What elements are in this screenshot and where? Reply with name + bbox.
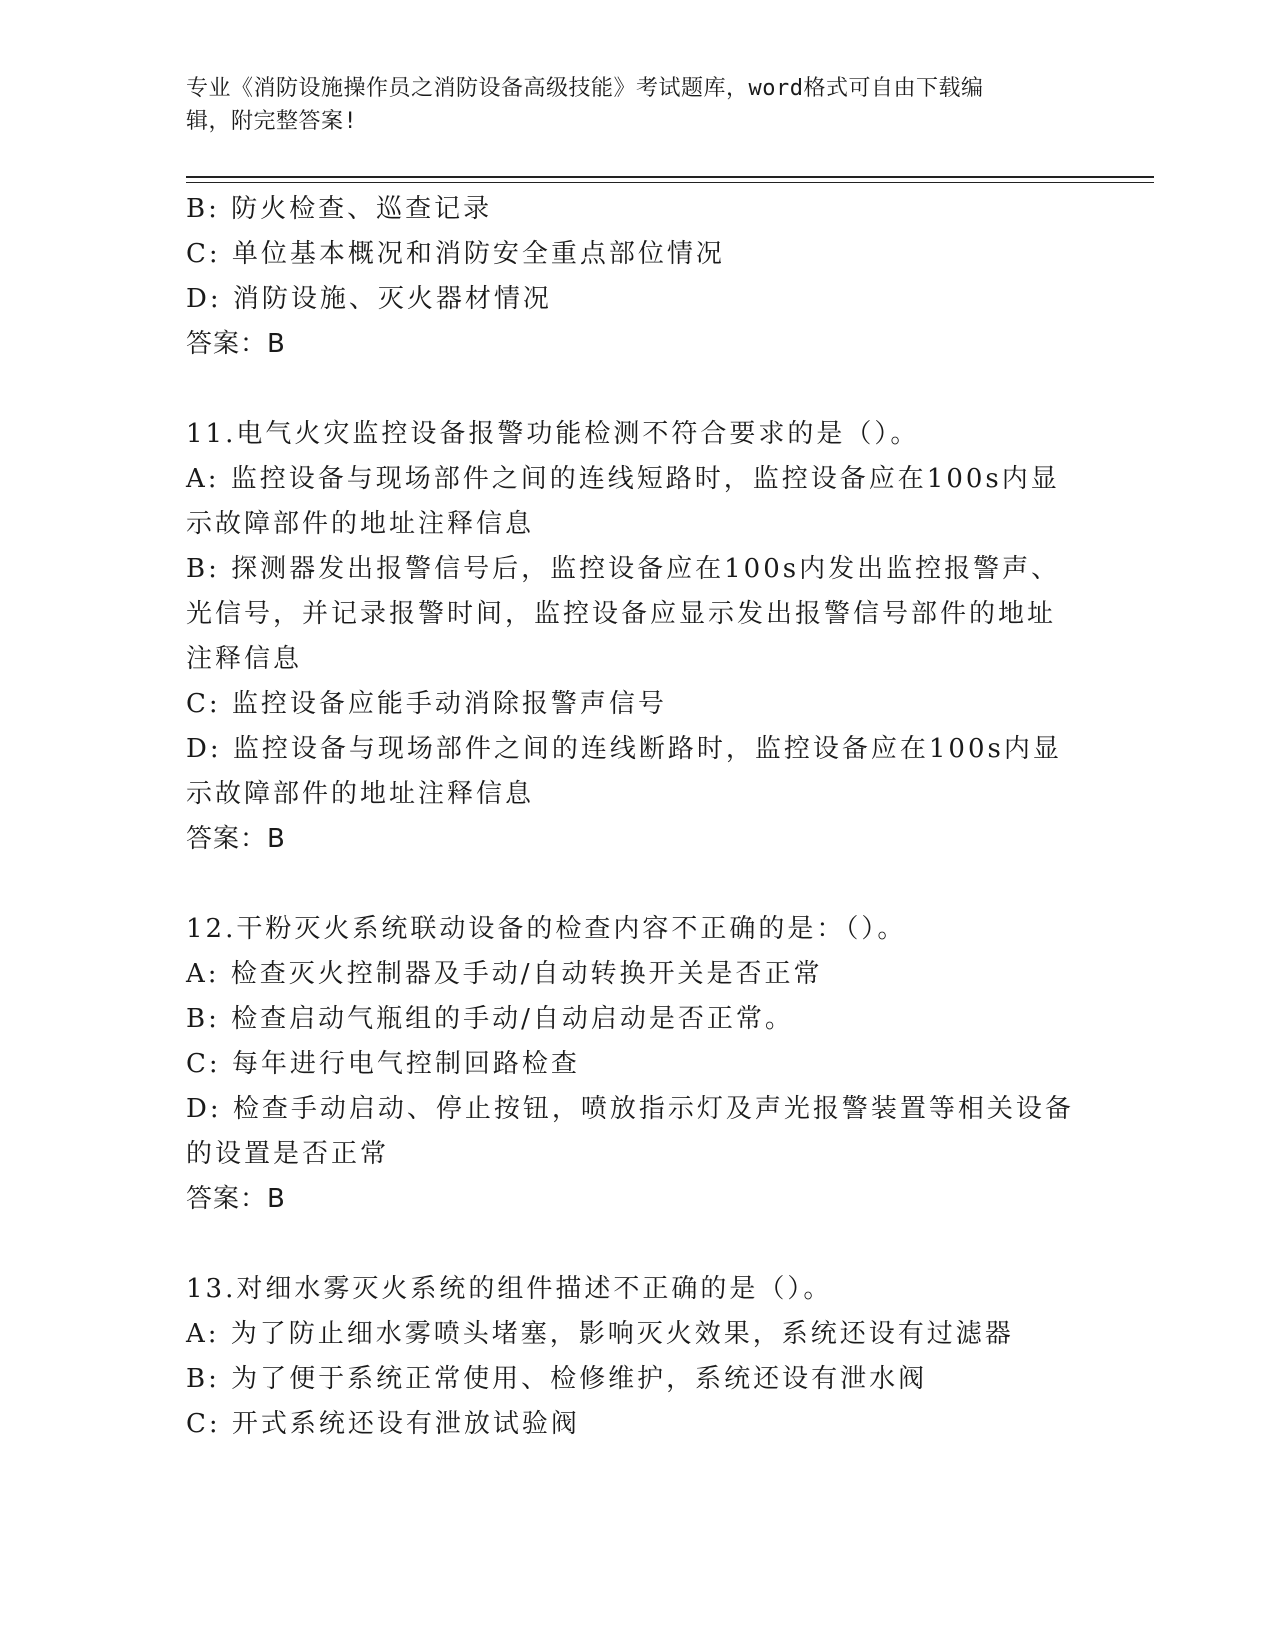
- header-rule-thin: [186, 182, 1154, 183]
- option-b: B: 检查启动气瓶组的手动/自动启动是否正常。: [186, 1004, 794, 1034]
- answer-line: 答案：B: [186, 329, 286, 359]
- option-a: A: 检查灭火控制器及手动/自动转换开关是否正常: [186, 959, 823, 989]
- option-c: C: 每年进行电气控制回路检查: [186, 1049, 580, 1079]
- header-line-1: 专业《消防设施操作员之消防设备高级技能》考试题库，word格式可自由下载编: [186, 76, 984, 101]
- option-b: B: 为了便于系统正常使用、检修维护，系统还设有泄水阀: [186, 1364, 928, 1394]
- option-a-cont: 示故障部件的地址注释信息: [186, 509, 535, 539]
- question-stem: 13.对细水雾灭火系统的组件描述不正确的是（）。: [186, 1274, 833, 1304]
- header-rule-thick: [186, 176, 1154, 178]
- option-b-cont: 注释信息: [186, 644, 303, 674]
- option-c: C: 监控设备应能手动消除报警声信号: [186, 689, 667, 719]
- question-12: [186, 907, 1086, 1222]
- option-c: C: 单位基本概况和消防安全重点部位情况: [186, 239, 725, 269]
- option-b: B: 探测器发出报警信号后，监控设备应在100s内发出监控报警声、: [186, 554, 1061, 584]
- option-a: A: 监控设备与现场部件之间的连线短路时，监控设备应在100s内显: [186, 464, 1060, 494]
- header-line-2: 辑，附完整答案!: [186, 109, 358, 134]
- answer-line: 答案：B: [186, 1184, 286, 1214]
- option-d: D: 消防设施、灭火器材情况: [186, 284, 552, 314]
- option-d: D: 监控设备与现场部件之间的连线断路时，监控设备应在100s内显: [186, 734, 1062, 764]
- option-d-cont: 的设置是否正常: [186, 1139, 390, 1169]
- answer-line: 答案：B: [186, 824, 286, 854]
- option-b-cont: 光信号，并记录报警时间，监控设备应显示发出报警信号部件的地址: [186, 599, 1057, 629]
- question-13: [186, 1267, 1086, 1447]
- option-d: D: 检查手动启动、停止按钮，喷放指示灯及声光报警装置等相关设备: [186, 1094, 1074, 1124]
- prev-question-block: [186, 187, 1086, 367]
- question-stem: 11.电气火灾监控设备报警功能检测不符合要求的是（）。: [186, 419, 920, 449]
- option-d-cont: 示故障部件的地址注释信息: [186, 779, 535, 809]
- question-stem: 12.干粉灭火系统联动设备的检查内容不正确的是：（）。: [186, 914, 907, 944]
- document-header: [186, 72, 1066, 138]
- option-b: B: 防火检查、巡查记录: [186, 194, 493, 224]
- question-11: [186, 412, 1086, 862]
- option-c: C: 开式系统还设有泄放试验阀: [186, 1409, 580, 1439]
- question-content: [186, 187, 1086, 1447]
- option-a: A: 为了防止细水雾喷头堵塞，影响灭火效果，系统还设有过滤器: [186, 1319, 1014, 1349]
